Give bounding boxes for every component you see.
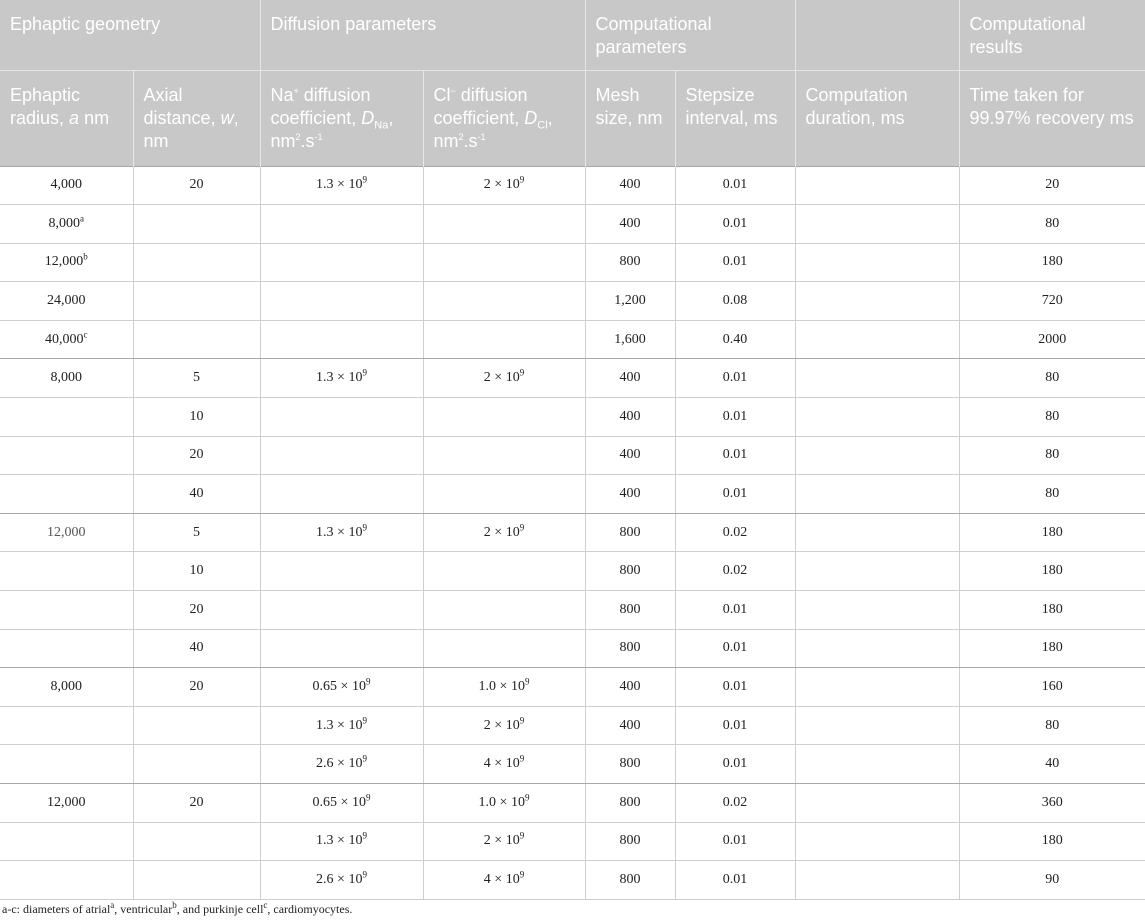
cell-duration [795,436,959,475]
cell-cl: $2 \times 10^9$ [423,706,585,745]
cell-time: 40 [959,745,1145,784]
table-row [0,822,1145,861]
cell-na: $2.6 \times 10^9$ [260,861,423,900]
cell-cl [423,475,585,514]
cell-time: 80 [959,706,1145,745]
cell-na [260,475,423,514]
cell-na [260,243,423,282]
cell-step: 0.01 [675,398,795,437]
cell-cl [423,320,585,359]
table-row [0,359,1145,398]
table-row [0,668,1145,707]
cell-cl: $4 \times 10^9$ [423,861,585,900]
cell-na [260,398,423,437]
table-footnote: a-c: diameters of atrial$^a$, ventricular$^b$, and purkinje cell$^c$, cardiomyocytes. [2,900,353,916]
cell-duration [795,320,959,359]
cell-duration [795,591,959,630]
cell-step: 0.01 [675,706,795,745]
table-row [0,475,1145,514]
cell-mesh: 1,200 [585,282,675,321]
col-mesh-size: Mesh size, nm [585,70,675,166]
table-row [0,513,1145,552]
table-row [0,205,1145,244]
cell-step: 0.01 [675,166,795,205]
cell-radius [0,822,133,861]
cell-time: 180 [959,513,1145,552]
cell-step: 0.01 [675,475,795,514]
cell-time: 2000 [959,320,1145,359]
cell-mesh: 800 [585,629,675,668]
cell-axial: 20 [133,668,260,707]
cell-step: 0.01 [675,861,795,900]
cell-duration [795,706,959,745]
cell-mesh: 400 [585,166,675,205]
cell-time: 360 [959,784,1145,823]
cell-na [260,436,423,475]
cell-cl: $1.0 \times 10^9$ [423,668,585,707]
header-group-row [0,0,1145,70]
cell-radius: 8,000 [0,668,133,707]
cell-cl: $1.0 \times 10^9$ [423,784,585,823]
cell-duration [795,552,959,591]
cell-step: 0.01 [675,822,795,861]
table-row [0,552,1145,591]
cell-axial: 5 [133,513,260,552]
col-cl-diffusion: Cl− diffusion coefficient, $D_{Cl}$, $nm^2.s^{-1}$ [423,70,585,166]
header-column-row [0,70,1145,166]
cell-cl [423,243,585,282]
table-row [0,166,1145,205]
cell-na: $0.65 \times 10^9$ [260,784,423,823]
col-axial-distance: Axial distance, w, nm [133,70,260,166]
cell-duration [795,398,959,437]
table-row [0,243,1145,282]
cell-radius [0,861,133,900]
cell-axial [133,706,260,745]
cell-cl [423,552,585,591]
cell-axial: 40 [133,475,260,514]
cell-cl [423,591,585,630]
cell-cl [423,629,585,668]
cell-time: 80 [959,359,1145,398]
cell-step: 0.01 [675,243,795,282]
cell-radius [0,591,133,630]
col-time-taken: Time taken for 99.97% recovery ms [959,70,1145,166]
cell-duration [795,629,959,668]
cell-axial: 20 [133,591,260,630]
cell-step: 0.02 [675,513,795,552]
cell-na: $2.6 \times 10^9$ [260,745,423,784]
cell-na: $1.3 \times 10^9$ [260,166,423,205]
cell-time: 720 [959,282,1145,321]
cell-axial: 5 [133,359,260,398]
cell-radius [0,552,133,591]
cell-cl [423,398,585,437]
cell-mesh: 400 [585,668,675,707]
cell-cl: $2 \times 10^9$ [423,513,585,552]
table-header [0,0,1145,166]
cell-mesh: 400 [585,398,675,437]
cell-duration [795,784,959,823]
cell-radius [0,745,133,784]
cell-na [260,552,423,591]
cell-time: 80 [959,205,1145,244]
cell-radius [0,398,133,437]
cell-na [260,591,423,630]
cell-mesh: 800 [585,784,675,823]
cell-duration [795,205,959,244]
cell-time: 180 [959,243,1145,282]
table-row [0,745,1145,784]
cell-axial: 10 [133,398,260,437]
cell-duration [795,475,959,514]
cell-step: 0.01 [675,629,795,668]
cell-duration [795,745,959,784]
cell-step: 0.02 [675,784,795,823]
cell-axial [133,282,260,321]
cell-radius [0,706,133,745]
cell-na: $1.3 \times 10^9$ [260,706,423,745]
cell-time: 160 [959,668,1145,707]
cell-na: $0.65 \times 10^9$ [260,668,423,707]
cell-radius: 12,000$^b$ [0,243,133,282]
cell-cl: $2 \times 10^9$ [423,166,585,205]
cell-step: 0.01 [675,745,795,784]
cell-mesh: 800 [585,822,675,861]
cell-mesh: 400 [585,205,675,244]
cell-time: 80 [959,436,1145,475]
cell-radius: 4,000 [0,166,133,205]
cell-duration [795,861,959,900]
col-stepsize: Stepsize interval, ms [675,70,795,166]
cell-axial [133,205,260,244]
cell-step: 0.01 [675,591,795,630]
cell-axial [133,861,260,900]
cell-radius [0,436,133,475]
cell-axial [133,243,260,282]
cell-step: 0.01 [675,205,795,244]
cell-mesh: 800 [585,861,675,900]
cell-axial: 40 [133,629,260,668]
header-ephaptic-geometry: Ephaptic geometry [0,0,260,70]
cell-time: 90 [959,861,1145,900]
cell-axial [133,320,260,359]
cell-na [260,320,423,359]
cell-mesh: 800 [585,552,675,591]
cell-mesh: 400 [585,359,675,398]
cell-duration [795,166,959,205]
cell-cl [423,205,585,244]
cell-step: 0.01 [675,436,795,475]
cell-duration [795,282,959,321]
cell-duration [795,822,959,861]
cell-time: 180 [959,629,1145,668]
cell-time: 180 [959,591,1145,630]
cell-time: 180 [959,552,1145,591]
cell-axial: 20 [133,166,260,205]
cell-na: $1.3 \times 10^9$ [260,513,423,552]
cell-na: $1.3 \times 10^9$ [260,822,423,861]
header-computational-results: Computational results [959,0,1145,70]
cell-axial: 20 [133,784,260,823]
cell-cl: $2 \times 10^9$ [423,822,585,861]
col-computation-duration: Computation duration, ms [795,70,959,166]
cell-radius [0,475,133,514]
cell-cl [423,436,585,475]
cell-mesh: 400 [585,475,675,514]
table-row [0,706,1145,745]
cell-step: 0.40 [675,320,795,359]
cell-mesh: 800 [585,745,675,784]
cell-axial [133,745,260,784]
cell-radius [0,629,133,668]
cell-na [260,629,423,668]
table-row [0,436,1145,475]
cell-cl [423,282,585,321]
cell-duration [795,359,959,398]
cell-radius: 8,000 [0,359,133,398]
table-row [0,629,1145,668]
cell-time: 80 [959,475,1145,514]
cell-radius: 24,000 [0,282,133,321]
cell-time: 20 [959,166,1145,205]
col-ephaptic-radius: Ephaptic radius, a nm [0,70,133,166]
cell-time: 180 [959,822,1145,861]
cell-mesh: 400 [585,706,675,745]
cell-radius: 12,000 [0,513,133,552]
cell-time: 80 [959,398,1145,437]
cell-step: 0.01 [675,668,795,707]
cell-radius: 8,000$^a$ [0,205,133,244]
table-row [0,784,1145,823]
cell-duration [795,513,959,552]
table-row [0,282,1145,321]
cell-na [260,282,423,321]
header-blank [795,0,959,70]
cell-step: 0.01 [675,359,795,398]
table-body [0,166,1145,899]
table-row [0,320,1145,359]
cell-cl: $4 \times 10^9$ [423,745,585,784]
cell-na: $1.3 \times 10^9$ [260,359,423,398]
cell-na [260,205,423,244]
cell-duration [795,668,959,707]
cell-step: 0.02 [675,552,795,591]
header-computational-parameters: Computational parameters [585,0,795,70]
cell-mesh: 1,600 [585,320,675,359]
cell-radius: 12,000 [0,784,133,823]
cell-mesh: 400 [585,436,675,475]
cell-duration [795,243,959,282]
cell-radius: 40,000$^c$ [0,320,133,359]
table-row [0,861,1145,900]
cell-axial [133,822,260,861]
cell-step: 0.08 [675,282,795,321]
cell-cl: $2 \times 10^9$ [423,359,585,398]
table-row [0,398,1145,437]
cell-mesh: 800 [585,513,675,552]
cell-axial: 20 [133,436,260,475]
cell-axial: 10 [133,552,260,591]
header-diffusion-parameters: Diffusion parameters [260,0,585,70]
cell-mesh: 800 [585,591,675,630]
cell-mesh: 800 [585,243,675,282]
col-na-diffusion: Na+ diffusion coefficient, $D_{Na}$, $nm^2.s^{-1}$ [260,70,423,166]
table-row [0,591,1145,630]
